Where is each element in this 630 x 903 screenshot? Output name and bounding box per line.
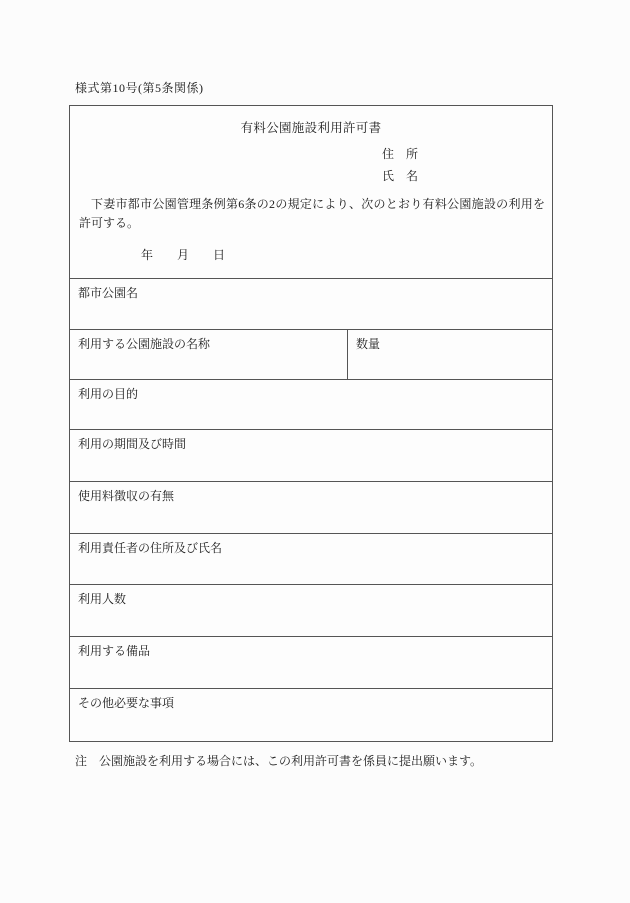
recipient-block bbox=[382, 143, 418, 187]
table-row-period-time bbox=[70, 429, 552, 481]
permit-table bbox=[70, 278, 552, 741]
table-row-equipment bbox=[70, 636, 552, 688]
facility-name-cell bbox=[70, 330, 348, 379]
table-row-park-name bbox=[70, 278, 552, 329]
date-line: 年 月 日 bbox=[141, 248, 226, 262]
table-row-other-matters bbox=[70, 688, 552, 743]
row-label: 利用する公園施設の名称 bbox=[78, 337, 211, 351]
quantity-cell bbox=[348, 330, 552, 379]
address-label: 住 所 bbox=[382, 147, 419, 161]
row-label: 数量 bbox=[356, 337, 381, 351]
permit-form-box bbox=[69, 105, 553, 742]
row-label: 都市公園名 bbox=[78, 286, 139, 300]
permit-statement: 下妻市都市公園管理条例第6条の2の規定により、次のとおり有料公園施設の利用を許可する。 bbox=[79, 197, 545, 230]
table-row-fee-collection bbox=[70, 481, 552, 533]
table-row-facility-quantity bbox=[70, 329, 552, 379]
footer-note: 注 公園施設を利用する場合には、この利用許可書を係員に提出願います。 bbox=[75, 754, 483, 768]
row-label: 利用人数 bbox=[78, 592, 127, 606]
form-number-label: 様式第10号(第5条関係) bbox=[75, 81, 204, 95]
row-label: 利用の目的 bbox=[78, 387, 139, 401]
row-label: その他必要な事項 bbox=[78, 696, 175, 710]
row-label: 使用料徴収の有無 bbox=[78, 489, 175, 503]
table-row-number-of-users bbox=[70, 584, 552, 636]
row-label: 利用の期間及び時間 bbox=[78, 437, 187, 451]
row-label: 利用責任者の住所及び氏名 bbox=[78, 541, 223, 555]
table-row-purpose bbox=[70, 379, 552, 429]
document-title: 有料公園施設利用許可書 bbox=[240, 121, 382, 135]
table-row-responsible-person bbox=[70, 533, 552, 584]
name-label: 氏 名 bbox=[382, 169, 419, 183]
row-label: 利用する備品 bbox=[78, 644, 151, 658]
